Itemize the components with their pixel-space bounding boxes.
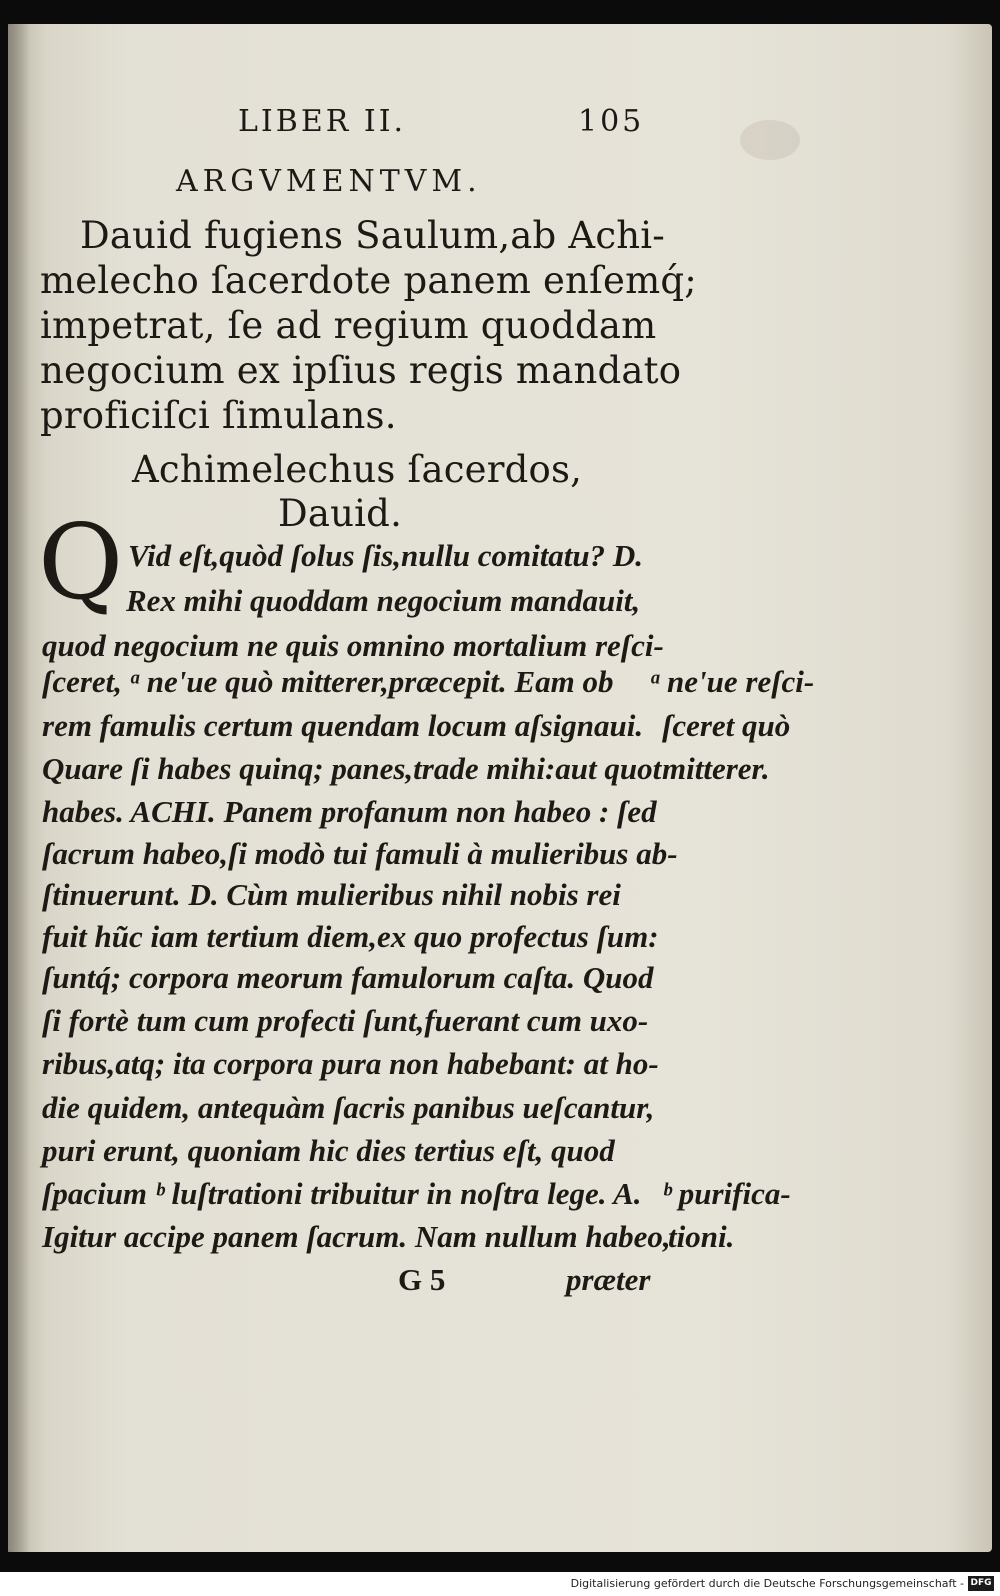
- argument-line: proficiſci ſimulans.: [40, 394, 397, 437]
- body-line: puri erunt, quoniam hic dies tertius eſt, quod: [42, 1133, 615, 1168]
- body-line: ſuntq́; corpora meorum famulorum caſta. Quod: [42, 960, 654, 995]
- margin-line: ᵃ ne'ue reſci-: [650, 664, 815, 699]
- dfg-logo: DFG: [968, 1576, 994, 1591]
- body-line: habes. ACHI. Panem profanum non habeo : ſed: [42, 794, 657, 829]
- argument-line: melecho ſacerdote panem enſemq́;: [40, 259, 697, 302]
- body-line: Igitur accipe panem ſacrum. Nam nullum habeo,: [42, 1219, 671, 1254]
- body-line: Vid eſt,quòd ſolus ſis,nullu comitatu? D.: [128, 538, 644, 573]
- page-stain: [740, 120, 800, 160]
- argument-line: Dauid fugiens Saulum,ab Achi-: [80, 214, 666, 257]
- body-line: ſtinuerunt. D. Cùm mulieribus nihil nobis rei: [42, 877, 621, 912]
- speakers-line: Dauid.: [278, 492, 403, 535]
- body-line: quod negocium ne quis omnino mortalium reſci-: [42, 628, 664, 663]
- margin-line: mitterer.: [662, 751, 770, 786]
- margin-line: tioni.: [668, 1219, 735, 1254]
- speakers-line: Achimelechus ſacerdos,: [132, 448, 583, 491]
- catchword: præter: [566, 1262, 651, 1297]
- page-number: 105: [578, 104, 645, 139]
- argument-title: ARGVMENTVM.: [176, 164, 482, 199]
- body-line: die quidem, antequàm ſacris panibus ueſcantur,: [42, 1090, 655, 1125]
- argument-line: negocium ex ipſius regis mandato: [40, 349, 682, 392]
- running-head: LIBER II.: [238, 104, 407, 139]
- body-line: ſpacium ᵇ luſtrationi tribuitur in noſtra lege. A.: [42, 1176, 642, 1211]
- body-line: Rex mihi quoddam negocium mandauit,: [126, 583, 641, 618]
- body-line: ribus,atq; ita corpora pura non habebant: at ho-: [42, 1046, 659, 1081]
- body-line: Quare ſi habes quinq; panes,trade mihi:aut quot: [42, 751, 662, 786]
- body-line: ſi fortè tum cum profecti ſunt,fuerant cum uxo-: [42, 1003, 649, 1038]
- body-line: ſceret, ᵃ ne'ue quò mitterer,præcepit. Eam ob: [42, 664, 614, 699]
- body-line: rem famulis certum quendam locum aſsignaui.: [42, 708, 644, 743]
- page-gutter: [8, 24, 30, 1552]
- margin-line: ᵇ purifica-: [662, 1176, 791, 1211]
- margin-line: ſceret quò: [662, 708, 791, 743]
- signature-mark: G 5: [398, 1262, 446, 1297]
- argument-line: impetrat, ſe ad regium quoddam: [40, 304, 657, 347]
- body-line: ſacrum habeo,ſi modò tui famuli à mulieribus ab-: [42, 836, 678, 871]
- body-line: fuit hũc iam tertium diem,ex quo profectus ſum:: [42, 919, 659, 954]
- attribution-text: Digitalisierung gefördert durch die Deutsche Forschungsgemeinschaft -: [570, 1577, 964, 1590]
- drop-capital: Q: [38, 501, 124, 623]
